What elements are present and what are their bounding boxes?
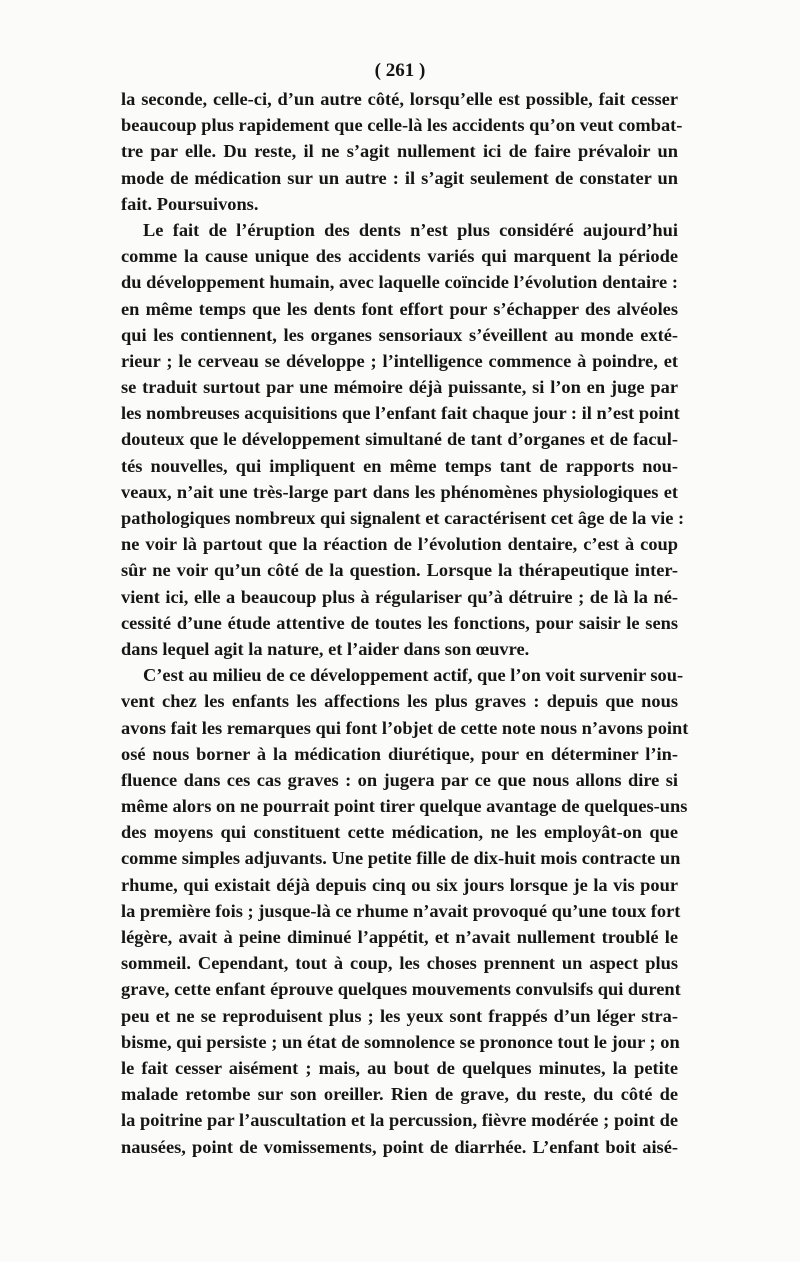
text-line: bisme, qui persiste ; un état de somnolence se prononce tout le jour ; on (121, 1031, 680, 1052)
text-line: osé nous borner à la médication diurétique, pour en déterminer l’in- (121, 743, 678, 764)
text-line: la poitrine par l’auscultation et la percussion, fièvre modérée ; point de (121, 1110, 678, 1131)
text-line: dans lequel agit la nature, et l’aider dans son œuvre. (121, 638, 530, 659)
text-line: C’est au milieu de ce développement actif, que l’on voit survenir sou- (143, 665, 684, 686)
text-line: Le fait de l’éruption des dents n’est plus considéré aujourd’hui (143, 219, 678, 240)
text-line: du développement humain, avec laquelle coïncide l’évolution dentaire : (121, 272, 678, 293)
text-line: grave, cette enfant éprouve quelques mouvements convulsifs qui durent (121, 979, 681, 1000)
page-number: ( 261 ) (374, 60, 426, 81)
text-line: ne voir là partout que la réaction de l’évolution dentaire, c’est à coup (121, 534, 678, 555)
text-line: pathologiques nombreux qui signalent et caractérisent cet âge de la vie : (121, 508, 685, 528)
text-line: sûr ne voir qu’un côté de la question. Lorsque la thérapeutique inter- (121, 560, 678, 581)
text-line: vent chez les enfants les affections les plus graves : depuis que nous (121, 691, 678, 712)
text-line: beaucoup plus rapidement que celle-là les accidents qu’on veut combat- (121, 115, 683, 136)
text-line: mode de médication sur un autre : il s’agit seulement de constater un (121, 167, 678, 188)
text-line: rhume, qui existait déjà depuis cinq ou six jours lorsque je la vis pour (121, 874, 678, 895)
text-line: cessité d’une étude attentive de toutes les fonctions, pour saisir le sens (121, 612, 678, 633)
body-text (121, 86, 689, 1160)
text-line: fait. Poursuivons. (121, 193, 259, 214)
text-line: douteux que le développement simultané de tant d’organes et de facul- (121, 429, 678, 450)
text-line: avons fait les remarques qui font l’objet de cette note nous n’avons point (121, 717, 689, 738)
text-line: tés nouvelles, qui impliquent en même temps tant de rapports nou- (121, 455, 678, 476)
text-line: sommeil. Cependant, tout à coup, les choses prennent un aspect plus (121, 953, 678, 974)
text-line: même alors on ne pourrait point tirer quelque avantage de quelques-uns (121, 796, 688, 817)
text-line: la seconde, celle-ci, d’un autre côté, lorsqu’elle est possible, fait cesser (121, 89, 678, 109)
text-line: tre par elle. Du reste, il ne s’agit nullement ici de faire prévaloir un (121, 141, 678, 162)
text-line: des moyens qui constituent cette médication, ne les employât-on que (121, 822, 678, 843)
text-line: malade retombe sur son oreiller. Rien de grave, du reste, du côté de (121, 1084, 678, 1105)
text-line: qui les contiennent, les organes sensoriaux s’éveillent au monde exté- (121, 324, 678, 345)
text-line: comme simples adjuvants. Une petite fille de dix-huit mois contracte un (121, 848, 681, 869)
text-line: fluence dans ces cas graves : on jugera par ce que nous allons dire si (121, 769, 678, 790)
text-line: nausées, point de vomissements, point de diarrhée. L’enfant boit aisé- (121, 1136, 678, 1157)
text-line: la première fois ; jusque-là ce rhume n’avait provoqué qu’une toux fort (121, 900, 681, 921)
text-line: vient ici, elle a beaucoup plus à régulariser qu’à détruire ; de là la né- (121, 586, 678, 607)
text-line: les nombreuses acquisitions que l’enfant fait chaque jour : il n’est point (121, 403, 680, 424)
text-line: le fait cesser aisément ; mais, au bout de quelques minutes, la petite (121, 1057, 678, 1078)
text-line: veaux, n’ait une très-large part dans les phénomènes physiologiques et (121, 481, 678, 502)
text-line: se traduit surtout par une mémoire déjà puissante, si l’on en juge par (121, 377, 678, 398)
text-line: en même temps que les dents font effort pour s’échapper des alvéoles (121, 298, 678, 319)
text-line: peu et ne se reproduisent plus ; les yeux sont frappés d’un léger stra- (121, 1005, 678, 1026)
text-line: légère, avait à peine diminué l’appétit, et n’avait nullement troublé le (121, 927, 678, 947)
text-line: rieur ; le cerveau se développe ; l’intelligence commence à poindre, et (121, 350, 678, 371)
text-line: comme la cause unique des accidents variés qui marquent la période (121, 246, 678, 267)
